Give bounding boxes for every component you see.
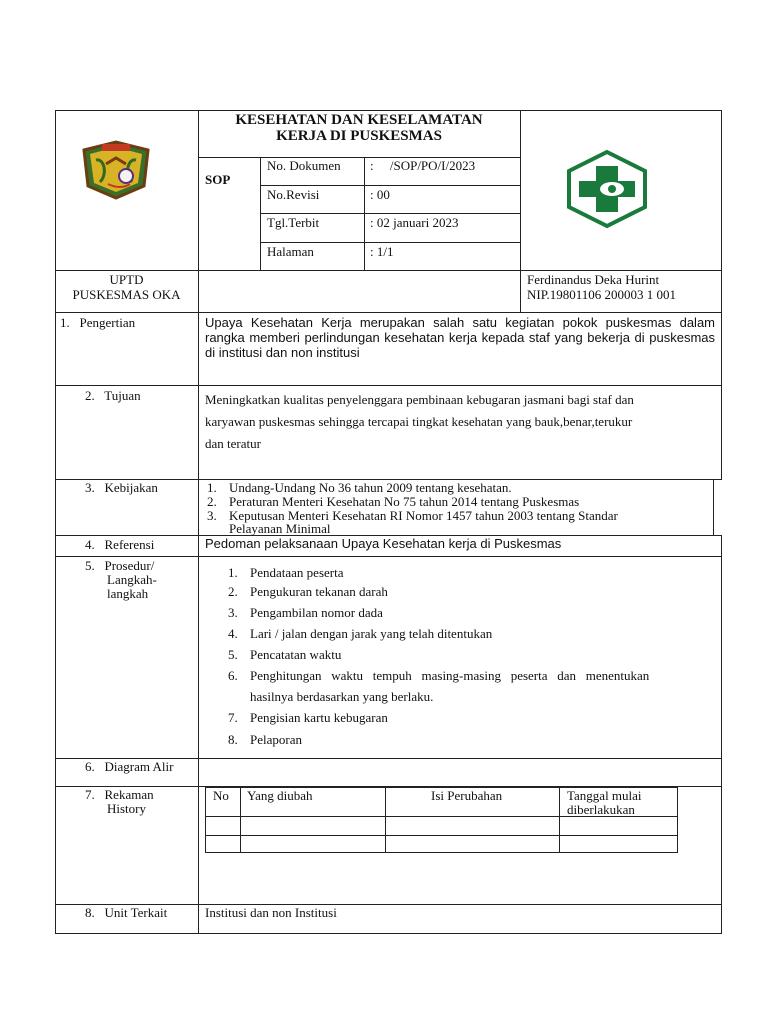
section-label-rekaman: 7. Rekaman [85, 787, 154, 802]
prosedur-num-2: 2. [228, 584, 238, 599]
unit-name-line-1: UPTD [109, 272, 144, 287]
history-table [205, 787, 678, 853]
body-right [721, 535, 722, 934]
puskesmas-cross-icon [565, 149, 649, 229]
row-line-4 [55, 556, 722, 557]
section-label-kebijakan: 3. Kebijakan [85, 480, 158, 495]
meta-label-tgl-terbit: Tgl.Terbit [267, 215, 320, 230]
meta-value-halaman: : 1/1 [370, 244, 394, 259]
section-label-prosedur-3: langkah [107, 586, 149, 601]
prosedur-num-8: 8. [228, 732, 238, 747]
prosedur-text-6: Penghitungan waktu tempuh masing-masing peserta dan menentukan [250, 668, 650, 683]
kebijakan-right [713, 479, 714, 536]
signer-divider [520, 270, 521, 312]
section-label-tujuan: 2. Tujuan [85, 388, 141, 403]
border-left [55, 110, 56, 934]
section-label-rekaman-2: History [107, 801, 146, 816]
prosedur-text-2: Pengukuran tekanan darah [250, 584, 388, 599]
prosedur-num-7: 7. [228, 710, 238, 725]
row-line-sign [55, 312, 722, 313]
kebijakan-num-1: 1. [207, 480, 217, 495]
prosedur-text-3: Pengambilan nomor dada [250, 605, 383, 620]
regional-emblem-icon [78, 140, 154, 200]
header-bottom-line [55, 270, 722, 271]
section-label-referensi: 4. Referensi [85, 537, 155, 552]
col-divider [198, 110, 199, 934]
prosedur-text-5: Pencatatan waktu [250, 647, 342, 662]
kebijakan-text-1: Undang-Undang No 36 tahun 2009 tentang kesehatan. [229, 480, 512, 495]
kebijakan-text-3: Keputusan Menteri Kesehatan RI Nomor 1457 tahun 2003 tentang Standar [229, 508, 618, 523]
meta-value-tgl-terbit: : 02 januari 2023 [370, 215, 459, 230]
kebijakan-text-3b: Pelayanan Minimal [229, 521, 331, 536]
history-col-tanggal-2: diberlakukan [567, 802, 635, 817]
referensi-text: Pedoman pelaksanaan Upaya Kesehatan kerja di Puskesmas [205, 536, 562, 551]
kebijakan-num-2: 2. [207, 494, 217, 509]
prosedur-text-1: Pendataan peserta [250, 565, 344, 580]
pengertian-text: Upaya Kesehatan Kerja merupakan salah satu kegiatan pokok puskesmas dalam rangka memberi perlindungan kesehatan kerja kepada staf yang bekerja di puskesmas di institusi dan non institusi [205, 315, 715, 360]
history-col-isi-perubahan: Isi Perubahan [431, 788, 503, 803]
history-col-no: No [213, 788, 229, 803]
sop-label: SOP [205, 172, 231, 187]
meta-label-no-dokumen: No. Dokumen [267, 158, 341, 173]
section-label-diagram: 6. Diagram Alir [85, 759, 174, 774]
prosedur-num-5: 5. [228, 647, 238, 662]
tujuan-line-2: karyawan puskesmas sehingga tercapai tingkat kesehatan yang bauk,benar,terukur [205, 414, 633, 429]
row-line-1 [55, 385, 722, 386]
border-top [55, 110, 722, 111]
title-line-2: KERJA DI PUSKESMAS [276, 128, 442, 144]
meta-row-line-1 [260, 185, 520, 186]
prosedur-num-4: 4. [228, 626, 238, 641]
kebijakan-text-2: Peraturan Menteri Kesehatan No 75 tahun 2014 tentang Puskesmas [229, 494, 580, 509]
prosedur-num-3: 3. [228, 605, 238, 620]
meta-row-line-3 [260, 242, 520, 243]
meta-value-no-dokumen: : /SOP/PO/I/2023 [370, 158, 476, 173]
prosedur-text-4: Lari / jalan dengan jarak yang telah ditentukan [250, 626, 493, 641]
history-col-tanggal: Tanggal mulai [567, 788, 642, 803]
border-right-header [721, 110, 722, 480]
history-col-yang-diubah: Yang diubah [247, 788, 313, 803]
meta-value-no-revisi: : 00 [370, 187, 390, 202]
prosedur-text-8: Pelaporan [250, 732, 302, 747]
tujuan-line-1: Meningkatkan kualitas penyelenggara pembinaan kebugaran jasmani bagi staf dan [205, 392, 634, 407]
meta-row-line-2 [260, 213, 520, 214]
signer-nip: NIP.19801106 200003 1 001 [527, 287, 677, 302]
meta-label-no-revisi: No.Revisi [267, 187, 320, 202]
border-bottom [55, 933, 722, 934]
tujuan-line-3: dan teratur [205, 436, 261, 451]
section-label-unit-terkait: 8. Unit Terkait [85, 905, 168, 920]
section-label-pengertian: 1. Pengertian [60, 315, 136, 330]
kebijakan-num-3: 3. [207, 508, 217, 523]
prosedur-num-1: 1. [228, 565, 238, 580]
section-label-prosedur-2: Langkah- [107, 572, 157, 587]
signer-name: Ferdinandus Deka Hurint [527, 272, 660, 287]
meta-label-halaman: Halaman [267, 244, 314, 259]
title-line-1: KESEHATAN DAN KESELAMATAN [235, 112, 483, 128]
section-label-prosedur: 5. Prosedur/ [85, 558, 155, 573]
unit-terkait-text: Institusi dan non Institusi [205, 905, 337, 920]
prosedur-text-7: Pengisian kartu kebugaran [250, 710, 388, 725]
prosedur-text-6b: hasilnya berdasarkan yang berlaku. [250, 689, 434, 704]
prosedur-num-6: 6. [228, 668, 238, 683]
unit-name-line-2: PUSKESMAS OKA [72, 287, 181, 302]
